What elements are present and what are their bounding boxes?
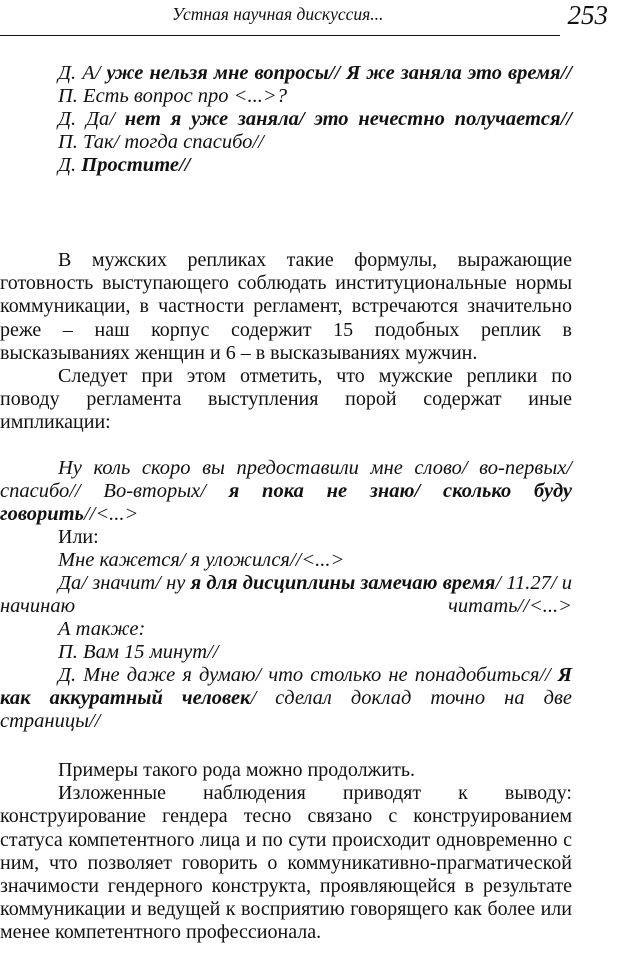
- dialogue-text-bold: Простите//: [81, 154, 191, 176]
- dialogue-text: Д. А/: [58, 62, 107, 84]
- dialogue-text: //<...>: [83, 503, 139, 525]
- dialogue-text: Д.: [58, 154, 82, 176]
- dialogue-text: / 11.27/ и начинаю читать//<...>: [0, 572, 572, 617]
- dialogue-text: П. Есть вопрос про <...>?: [58, 85, 287, 107]
- dialogue-line: [0, 62, 572, 85]
- dialogue-line: [0, 526, 572, 549]
- dialogue-text: Ну коль скоро вы предоставили мне слово/ во-первых/ спасибо// Во-вторых/: [0, 457, 572, 502]
- dialogue-connector: Или:: [58, 526, 99, 548]
- dialogue-text: Д. Да/: [58, 108, 125, 130]
- dialogue-line: [0, 85, 572, 108]
- body-text-1: [0, 249, 572, 435]
- dialogue-text: / сделал доклад точно на две страницы//: [0, 687, 572, 732]
- paragraph: Примеры такого рода можно продолжить.: [58, 759, 415, 781]
- dialogue-text-bold: нет я уже заняла/ это нечестно получается//: [124, 108, 572, 130]
- dialogue-text: Да/ значит/ ну: [58, 572, 191, 594]
- paragraph: Изложенные наблюдения приводят к выводу: конструирование гендера тесно связано с конструированием статуса компетентного лица и по сути происходит одновременно с ним, что позволяет говорить о коммуникативно-прагматической значимости гендерного конструкта, проявляющейся в результате коммуникации и ведущей к восприятию говорящего как более или менее компетентного профессионала.: [0, 782, 572, 944]
- dialogue-excerpt-1: [0, 62, 572, 177]
- header-rule: [0, 35, 560, 36]
- dialogue-text-bold: я для дисциплины замечаю время: [190, 572, 496, 594]
- dialogue-line: [0, 108, 572, 131]
- body-text-2: [0, 759, 572, 945]
- dialogue-line: [0, 457, 572, 526]
- dialogue-text-bold: Я как аккуратный человек: [0, 664, 572, 709]
- dialogue-line: [0, 618, 572, 641]
- dialogue-text-bold: уже нельзя мне вопросы// Я же заняла это время//: [106, 62, 572, 84]
- dialogue-line: [0, 664, 572, 733]
- paragraph: В мужских репликах такие формулы, выражающие готовность выступающего соблюдать институциональные нормы коммуникации, в частности регламент, встречаются значительно реже – наш корпус содержит 15 подобных реплик в высказываниях женщин и 6 – в высказываниях мужчин.: [0, 249, 572, 364]
- paragraph: Следует при этом отметить, что мужские реплики по поводу регламента выступления порой содержат иные импликации:: [0, 365, 572, 434]
- dialogue-text: А также:: [58, 618, 146, 640]
- dialogue-line: [0, 641, 572, 664]
- dialogue-line: [0, 131, 572, 154]
- dialogue-line: [0, 549, 572, 572]
- dialogue-excerpt-2: [0, 457, 572, 733]
- running-title: Устная научная дискуссия...: [172, 4, 384, 24]
- page-number: 253: [567, 0, 608, 30]
- dialogue-text: П. Вам 15 минут//: [58, 641, 219, 663]
- dialogue-line: [0, 572, 572, 618]
- dialogue-text: П. Так/ тогда спасибо//: [58, 131, 264, 153]
- dialogue-text: Д. Мне даже я думаю/ что столько не понадобиться//: [58, 664, 558, 686]
- dialogue-text: Мне кажется/ я уложился//<...>: [58, 549, 345, 571]
- dialogue-text-bold: я пока не знаю/ сколько буду говорить: [0, 480, 572, 525]
- dialogue-line: [0, 154, 572, 177]
